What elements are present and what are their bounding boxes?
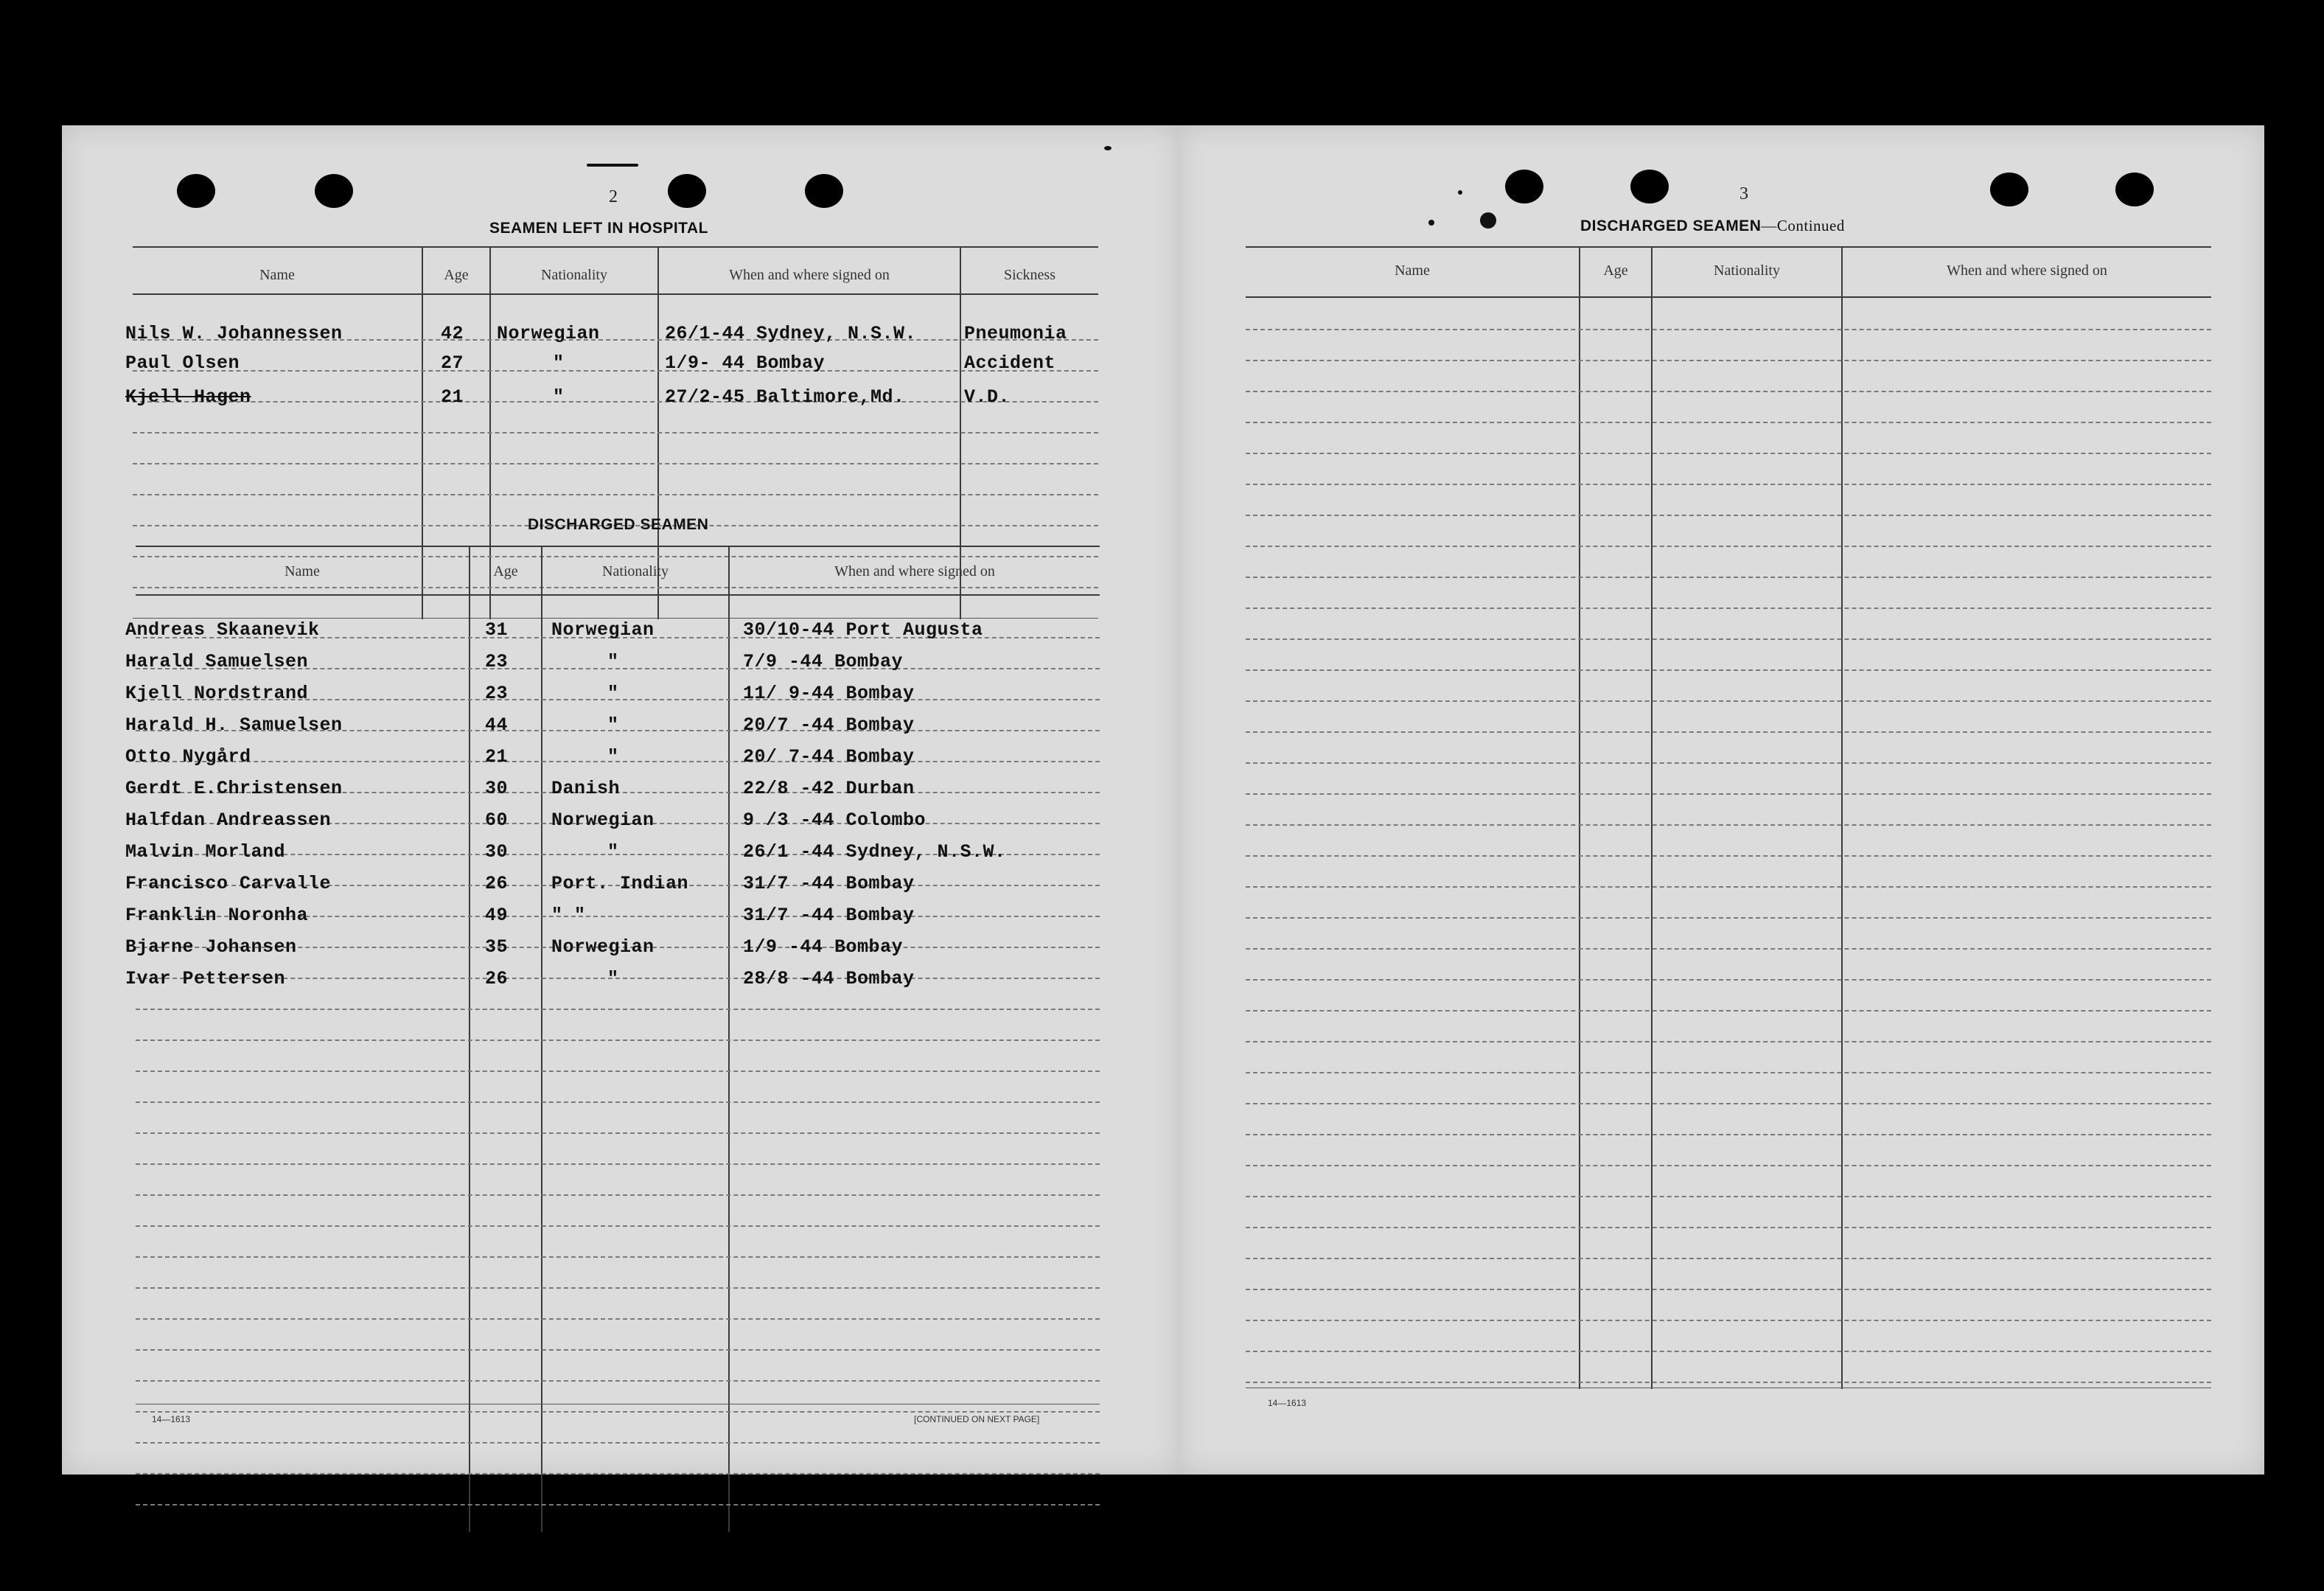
ruled-line: [136, 1009, 1100, 1010]
seaman-signed-on: 27/2-45 Baltimore,Md.: [665, 386, 905, 408]
ruled-line: [1246, 546, 2211, 547]
seaman-age: 30: [485, 841, 509, 863]
ruled-line: [1246, 1196, 2211, 1197]
ink-mark: [1458, 190, 1462, 195]
col-signed-on: When and where signed on: [1947, 262, 2107, 279]
seaman-age: 26: [485, 873, 509, 894]
seaman-name: Paul Olsen: [125, 352, 240, 374]
ruled-line: [1246, 762, 2211, 764]
seaman-nationality: Norwegian: [551, 810, 655, 831]
ruled-line: [1246, 1072, 2211, 1073]
seaman-name: Nils W. Johannessen: [125, 323, 343, 344]
seaman-nationality: Danish: [551, 778, 621, 799]
col-name: Name: [285, 563, 320, 579]
ruled-line: [136, 1225, 1100, 1227]
ruled-line: [1246, 886, 2211, 888]
seaman-nationality: " ": [551, 905, 586, 926]
seaman-name: Francisco Carvalle: [125, 873, 332, 894]
seaman-name: Malvin Morland: [125, 841, 286, 863]
seaman-age: 42: [441, 323, 464, 344]
ruled-line: [1246, 422, 2211, 423]
discharged-continued-title: DISCHARGED SEAMEN—Continued: [1580, 217, 1845, 234]
discharged-section-title: DISCHARGED SEAMEN: [528, 516, 709, 533]
ruled-line: [1246, 1103, 2211, 1104]
seaman-nationality: ": [553, 386, 565, 408]
seaman-signed-on: 1/9- 44 Bombay: [665, 352, 826, 374]
seaman-age: 23: [485, 683, 509, 704]
ruled-line: [1246, 360, 2211, 361]
continued-note: [CONTINUED ON NEXT PAGE]: [914, 1414, 1040, 1424]
ruled-line: [136, 1380, 1100, 1382]
seaman-age: 31: [485, 619, 509, 641]
punch-hole: [668, 174, 706, 208]
ruled-line: [136, 1070, 1100, 1072]
punch-hole: [1505, 170, 1543, 203]
ruled-line: [1246, 979, 2211, 981]
col-nationality: Nationality: [602, 563, 669, 579]
ruled-line: [136, 1194, 1100, 1196]
seaman-signed-on: 22/8 -42 Durban: [743, 778, 915, 799]
seaman-sickness: V.D.: [964, 386, 1011, 408]
ruled-line: [136, 1163, 1100, 1165]
ink-mark: [1480, 212, 1496, 229]
seaman-signed-on: 20/ 7-44 Bombay: [743, 746, 915, 767]
ruled-line: [1246, 1165, 2211, 1166]
form-number: 14—1613: [152, 1414, 191, 1424]
seaman-name: Andreas Skaanevik: [125, 619, 320, 641]
seaman-nationality: ": [607, 841, 619, 863]
ruled-line: [1246, 329, 2211, 330]
col-signed-on: When and where signed on: [834, 563, 995, 579]
seaman-age: 21: [441, 386, 464, 408]
seaman-sickness: Pneumonia: [964, 323, 1067, 344]
ruled-line: [136, 1349, 1100, 1351]
col-signed-on: When and where signed on: [729, 267, 890, 283]
ruled-line: [1246, 453, 2211, 454]
seaman-nationality: ": [607, 651, 619, 672]
ruled-line: [136, 1473, 1100, 1475]
col-nationality: Nationality: [1714, 262, 1780, 279]
seaman-age: 27: [441, 352, 464, 374]
ink-mark: [1428, 220, 1434, 226]
page-number: 2: [609, 187, 618, 206]
seaman-age: 23: [485, 651, 509, 672]
seaman-signed-on: 26/1 -44 Sydney, N.S.W.: [743, 841, 1006, 863]
seaman-signed-on: 28/8 -44 Bombay: [743, 968, 915, 989]
seaman-signed-on: 30/10-44 Port Augusta: [743, 619, 983, 641]
seaman-age: 30: [485, 778, 509, 799]
ruled-line: [136, 1040, 1100, 1041]
seaman-signed-on: 7/9 -44 Bombay: [743, 651, 904, 672]
ruled-line: [1246, 824, 2211, 826]
ruled-line: [1246, 700, 2211, 702]
ruled-line: [1246, 1134, 2211, 1135]
seaman-age: 49: [485, 905, 509, 926]
col-age: Age: [1603, 262, 1628, 279]
right-page: [1178, 125, 2264, 1475]
seaman-name: Halfdan Andreassen: [125, 810, 332, 831]
ruled-line: [1246, 391, 2211, 392]
seaman-nationality: ": [607, 714, 619, 736]
seaman-nationality: ": [553, 352, 565, 374]
punch-hole: [805, 174, 843, 208]
col-name: Name: [1395, 262, 1430, 279]
seaman-nationality: Norwegian: [497, 323, 600, 344]
ruled-line: [136, 1256, 1100, 1258]
ruled-line: [136, 1504, 1100, 1505]
seaman-signed-on: 20/7 -44 Bombay: [743, 714, 915, 736]
ruled-line: [1246, 855, 2211, 857]
ruled-line: [1246, 917, 2211, 919]
ruled-line: [1246, 515, 2211, 516]
seaman-nationality: Norwegian: [551, 619, 655, 641]
seaman-age: 44: [485, 714, 509, 736]
ruled-line: [1246, 638, 2211, 640]
ruled-line: [1246, 669, 2211, 671]
ruled-line: [1246, 1320, 2211, 1321]
ruled-line: [1246, 1258, 2211, 1259]
seaman-age: 21: [485, 746, 509, 767]
col-nationality: Nationality: [541, 267, 607, 283]
seaman-age: 26: [485, 968, 509, 989]
seaman-name: Gerdt E.Christensen: [125, 778, 343, 799]
ruled-line: [1246, 1227, 2211, 1228]
page-number: 3: [1739, 184, 1748, 203]
ruled-line: [136, 1318, 1100, 1320]
ruled-line: [136, 1101, 1100, 1103]
punch-hole: [1630, 170, 1669, 203]
col-name: Name: [259, 267, 295, 283]
ink-mark: [587, 164, 638, 167]
seaman-name: Bjarne Johansen: [125, 936, 297, 958]
seaman-signed-on: 9 /3 -44 Colombo: [743, 810, 927, 831]
seaman-nationality: ": [607, 968, 619, 989]
hospital-section-title: SEAMEN LEFT IN HOSPITAL: [489, 220, 708, 237]
seaman-name: Franklin Noronha: [125, 905, 309, 926]
ruled-line: [1246, 1010, 2211, 1012]
ruled-line: [1246, 577, 2211, 578]
punch-hole: [177, 174, 215, 208]
seaman-signed-on: 26/1-44 Sydney, N.S.W.: [665, 323, 917, 344]
ruled-line: [1246, 731, 2211, 733]
seaman-nationality: ": [607, 746, 619, 767]
ruled-line: [1246, 607, 2211, 609]
ruled-line: [1246, 793, 2211, 795]
seaman-sickness: Accident: [964, 352, 1056, 374]
seaman-name: Ivar Pettersen: [125, 968, 286, 989]
seaman-signed-on: 1/9 -44 Bombay: [743, 936, 904, 958]
ruled-line: [136, 1132, 1100, 1134]
left-page: [62, 125, 1179, 1475]
punch-hole: [2115, 173, 2154, 206]
seaman-age: 60: [485, 810, 509, 831]
punch-hole: [1990, 173, 2028, 206]
seaman-name: Otto Nygård: [125, 746, 251, 767]
col-age: Age: [493, 563, 518, 579]
ruled-line: [1246, 1351, 2211, 1352]
seaman-signed-on: 31/7 -44 Bombay: [743, 873, 915, 894]
ink-mark: [1104, 146, 1112, 150]
seaman-name: Kjell Hagen: [125, 386, 251, 408]
ruled-line: [1246, 948, 2211, 950]
ruled-line: [136, 1442, 1100, 1444]
seaman-nationality: ": [607, 683, 619, 704]
seaman-age: 35: [485, 936, 509, 958]
ruled-line: [1246, 1382, 2211, 1383]
ruled-line: [136, 1411, 1100, 1413]
punch-hole: [315, 174, 353, 208]
seaman-name: Harald Samuelsen: [125, 651, 309, 672]
col-age: Age: [444, 267, 469, 283]
ruled-line: [1246, 484, 2211, 485]
form-number: 14—1613: [1268, 1398, 1307, 1408]
seaman-signed-on: 31/7 -44 Bombay: [743, 905, 915, 926]
col-sickness: Sickness: [1004, 267, 1055, 283]
seaman-nationality: Norwegian: [551, 936, 655, 958]
seaman-signed-on: 11/ 9-44 Bombay: [743, 683, 915, 704]
ruled-line: [1246, 1289, 2211, 1290]
seaman-name: Kjell Nordstrand: [125, 683, 309, 704]
seaman-name: Harald H. Samuelsen: [125, 714, 343, 736]
ruled-line: [136, 1287, 1100, 1289]
ruled-line: [1246, 1041, 2211, 1042]
seaman-nationality: Port. Indian: [551, 873, 689, 894]
